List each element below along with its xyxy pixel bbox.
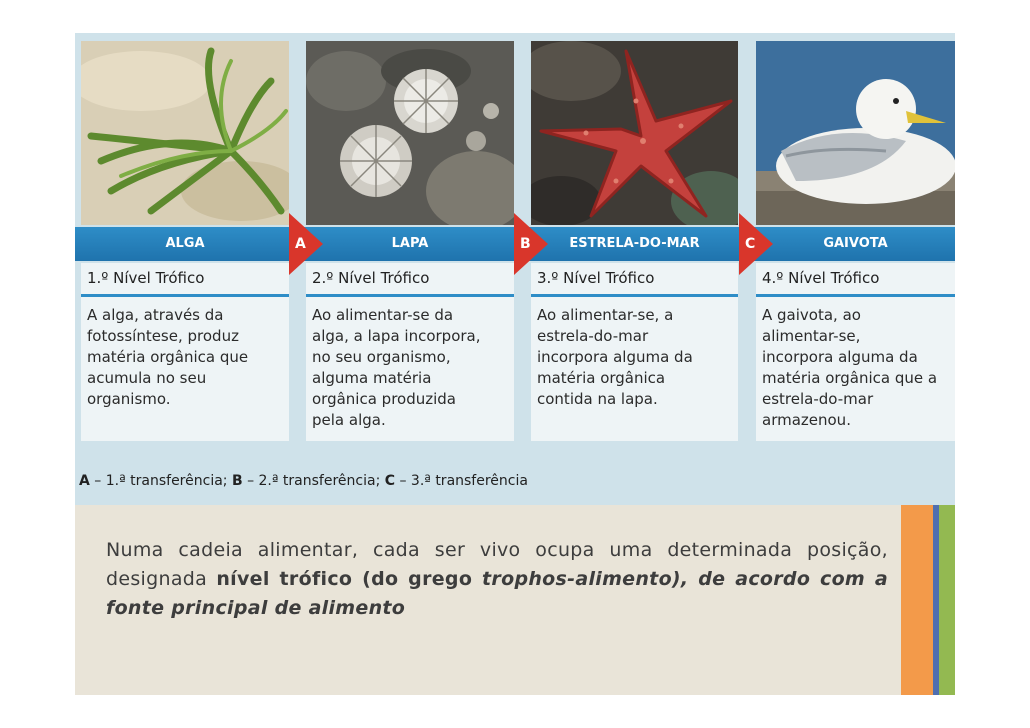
trophic-chain-figure — [75, 33, 955, 505]
band-label-alga: ALGA — [165, 236, 205, 251]
trophic-level-2-description: Ao alimentar-se da alga, a lapa incorpora, no seu organismo, alguma matéria orgânica produzida pela alga. — [312, 306, 481, 429]
alga-photo — [81, 41, 289, 225]
arrow-a-letter: A — [295, 236, 306, 252]
lapa-photo — [306, 41, 514, 225]
trophic-column-3 — [531, 263, 738, 441]
gaivota-photo — [756, 41, 955, 225]
transfer-caption — [79, 473, 528, 489]
definition-paragraph — [106, 536, 888, 623]
trophic-level-3-description: Ao alimentar-se, a estrela-do-mar incorpora alguma da matéria orgânica contida na lapa. — [537, 306, 693, 408]
estrela-do-mar-photo — [531, 41, 738, 225]
band-label-estrela-do-mar: ESTRELA-DO-MAR — [569, 236, 700, 251]
decor-stripe-green — [939, 505, 955, 695]
definition-term: nível trófico (do grego — [216, 568, 483, 590]
caption-text-a: – 1.ª transferência; — [89, 473, 232, 489]
trophic-level-3-title: 3.º Nível Trófico — [537, 269, 655, 287]
definition-text-1: Numa cadeia alimentar, cada ser vivo ocupa uma determinada posição, designada — [106, 539, 888, 590]
slide — [75, 33, 955, 695]
band-label-lapa: LAPA — [391, 236, 429, 251]
caption-text-b: – 2.ª transferência; — [242, 473, 385, 489]
divider — [81, 294, 289, 297]
divider — [756, 294, 955, 297]
band-label-gaivota: GAIVOTA — [823, 236, 888, 251]
caption-letter-a: A — [79, 473, 90, 489]
trophic-level-4-description: A gaivota, ao alimentar-se, incorpora alguma da matéria orgânica que a estrela-do-mar armazenou. — [762, 306, 938, 429]
decor-stripe-orange — [901, 505, 933, 695]
trophic-level-4-title: 4.º Nível Trófico — [762, 269, 880, 287]
caption-letter-b: B — [231, 473, 243, 489]
definition-etymology: trophos-alimento), de acordo com a fonte principal de alimento — [106, 568, 889, 619]
trophic-column-1 — [81, 263, 289, 441]
trophic-column-2 — [306, 263, 514, 441]
divider — [306, 294, 514, 297]
trophic-level-1-description: A alga, através da fotossíntese, produz matéria orgânica que acumula no seu organismo. — [87, 306, 249, 408]
caption-letter-c: C — [384, 473, 396, 489]
trophic-column-4 — [756, 263, 955, 441]
trophic-level-1-title: 1.º Nível Trófico — [87, 269, 205, 287]
trophic-level-2-title: 2.º Nível Trófico — [312, 269, 430, 287]
divider — [531, 294, 738, 297]
arrow-b-letter: B — [520, 236, 531, 252]
caption-text-c: – 3.ª transferência — [395, 473, 528, 489]
arrow-c-letter: C — [745, 236, 756, 252]
